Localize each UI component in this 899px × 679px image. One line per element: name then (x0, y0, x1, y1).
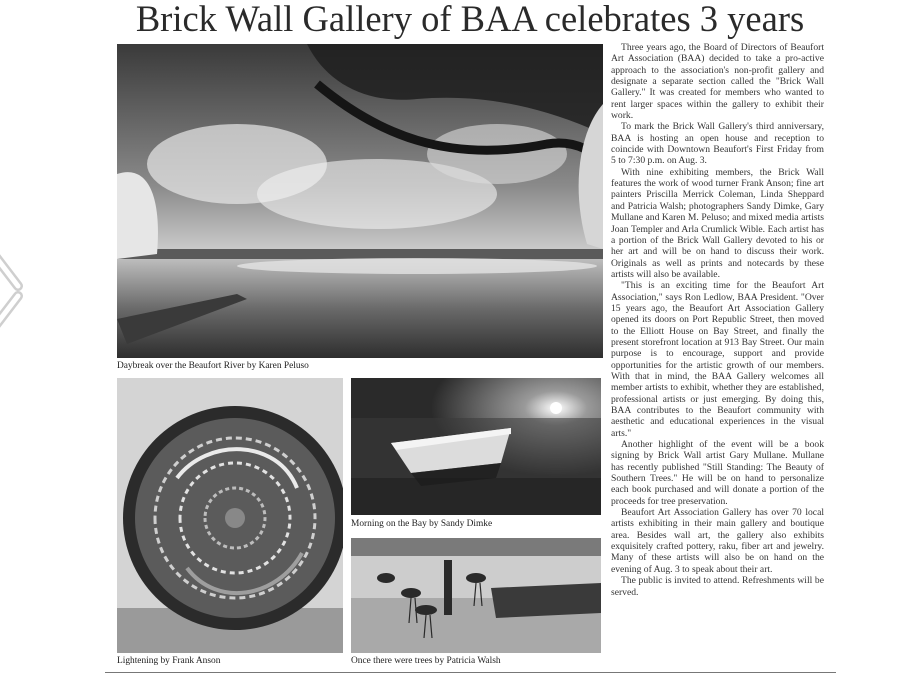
photo-lightening-bowl (117, 378, 343, 653)
article-paragraph: Another highlight of the event will be a book signing by Brick Wall artist Gary Mullane. Mullane has recently published "Still Standing: The Beauty of Southern Trees." He will be on hand to personalize each book purchased and will donate a portion of the proceeds for tree preservation. (611, 439, 824, 507)
photo-once-there-were-trees (351, 538, 601, 653)
close-icon[interactable] (0, 250, 26, 332)
caption-daybreak: Daybreak over the Beaufort River by Karen Peluso (117, 361, 309, 371)
caption-lightening: Lightening by Frank Anson (117, 656, 221, 666)
article-paragraph: Beaufort Art Association Gallery has over 70 local artists exhibiting in their main gallery and boutique area. Besides wall art, the gallery also exhibits exquisitely crafted pottery, raku, fiber art and jewelry. Many of these artists will also be on hand on the evening of Aug. 3 to speak about their art. (611, 507, 824, 575)
article-paragraph: Three years ago, the Board of Directors of Beaufort Art Association (BAA) decided to take a pro-active approach to the association's non-profit gallery and designate a separate section called the "Brick Wall Gallery." It was created for members who wanted to rent larger spaces within the gallery to exhibit their work. (611, 42, 824, 122)
article-paragraph: "This is an exciting time for the Beaufort Art Association," says Ron Ledlow, BAA President. "Over 15 years ago, the Beaufort Art Association Gallery opened its doors on Port Republic Street, then moved to the Elliott House on Bay Street, and finally the present storefront location at 913 Bay Street. Our main purpose is to encourage, support and provide opportunities for the artistic growth of our members. With that in mind, the BAA Gallery welcomes all member artists to exhibit, whether they are established, professional artists or just emerging. By doing this, BAA contributes to the Beaufort community with aesthetic and educational experiences in the visual arts." (611, 280, 824, 439)
article-paragraph: The public is invited to attend. Refreshments will be served. (611, 575, 824, 598)
headline: Brick Wall Gallery of BAA celebrates 3 years (135, 0, 805, 39)
article-paragraph: With nine exhibiting members, the Brick Wall features the work of wood turner Frank Anson; fine art painters Priscilla Merrick Coleman, Linda Sheppard and Patricia Walsh; photographers Sandy Dimke, Gary Mullane and Karen M. Peluso; and mixed media artists Joan Templer and Arla Crumlick Wible. Each artist has a portion of the Brick Wall Gallery devoted to his or her art and will be on hand to discuss their work. Originals as well as prints and notecards by these artists will also be available. (611, 166, 824, 280)
bottom-divider (105, 672, 836, 673)
caption-once-there-were-trees: Once there were trees by Patricia Walsh (351, 656, 501, 666)
article-paragraph: To mark the Brick Wall Gallery's third anniversary, BAA is hosting an open house and reception to coincide with Downtown Beaufort's First Friday from 5 to 7:30 p.m. on Aug. 3. (611, 121, 824, 167)
article-body (611, 42, 824, 598)
photo-morning-on-the-bay (351, 378, 601, 515)
caption-morning-on-the-bay: Morning on the Bay by Sandy Dimke (351, 519, 493, 529)
photo-daybreak-beaufort-river (117, 44, 603, 358)
